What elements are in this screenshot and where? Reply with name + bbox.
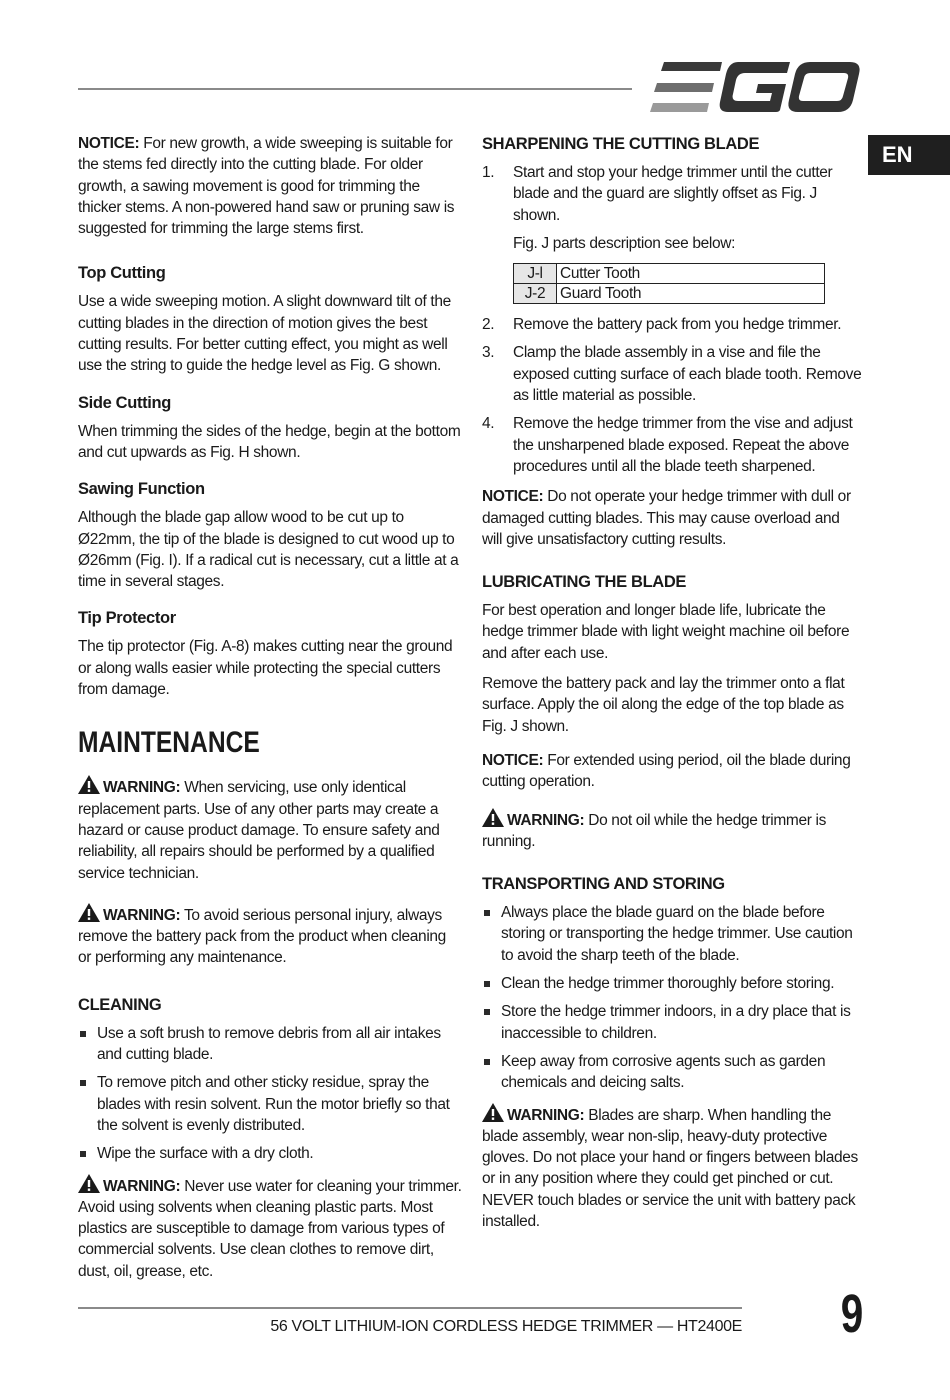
side-cutting-text: When trimming the sides of the hedge, begin at the bottom and cut upwards as Fig. H shown. [78, 422, 461, 461]
sawing-function-heading: Sawing Function [78, 480, 205, 499]
warning-icon [78, 775, 100, 794]
part-code: J-2 [514, 284, 557, 304]
list-item: Clean the hedge trimmer thoroughly before storing. [482, 973, 862, 994]
warning-icon [482, 1103, 504, 1122]
list-item: 2. Remove the battery pack from you hedge trimmer. [482, 316, 842, 334]
warning-icon [78, 903, 100, 922]
footer-rule [78, 1307, 742, 1309]
warning-do-not-oil: WARNING: Do not oil while the hedge trimmer is running. [482, 808, 862, 853]
sharpening-steps-continued [482, 314, 862, 477]
maintenance-heading: MAINTENANCE [78, 726, 260, 760]
language-tab: EN [868, 135, 950, 175]
page-number: 9 [840, 1284, 864, 1344]
top-cutting-text: Use a wide sweeping motion. A slight downward tilt of the cutting blades in the direction of motion gives the best cutting results. For better cutting effect, you might as well use the string to guide the hedge level as Fig. G shown. [78, 293, 451, 375]
left-column [78, 133, 462, 1291]
lubricating-text-2: Remove the battery pack and lay the trimmer onto a flat surface. Apply the oil along the edge of the top blade as Fig. J shown. [482, 675, 845, 735]
part-code: J-l [514, 264, 557, 284]
notice-new-growth: NOTICE: For new growth, a wide sweeping is suitable for the stems fed directly into the cutting blade. For older growth, a sawing movement is good for trimming the thicker stems. A non-powered hand saw or pruning saw is suggested for trimming the large stems first. [78, 135, 455, 238]
warning-replacement-parts: WARNING: When servicing, use only identical replacement parts. Use of any other parts may create a hazard or cause product damage. To ensure safety and reliability, all repairs should be performed by a qualified service technician. [78, 775, 462, 883]
list-item: Use a soft brush to remove debris from all air intakes and cutting blade. [78, 1023, 462, 1066]
table-row [514, 264, 825, 284]
right-column [482, 133, 862, 1241]
notice-dull-blades: NOTICE: Do not operate your hedge trimmer with dull or damaged cutting blades. This may cause overload and will give unsatisfactory cutting results. [482, 488, 851, 548]
warning-icon [78, 1174, 100, 1193]
list-item: Wipe the surface with a dry cloth. [78, 1143, 462, 1164]
warning-icon [482, 808, 504, 827]
sharpening-steps [482, 162, 862, 254]
transporting-list [482, 902, 862, 1093]
part-name: Cutter Tooth [557, 264, 825, 284]
list-item: Always place the blade guard on the blade before storing or transporting the hedge trimmer. Use caution to avoid the sharp teeth of the blade. [482, 902, 862, 966]
lubricating-text: For best operation and longer blade life, lubricate the hedge trimmer blade with light weight machine oil before and after each use. [482, 602, 850, 662]
list-item: Keep away from corrosive agents such as garden chemicals and deicing salts. [482, 1051, 862, 1094]
top-cutting-heading: Top Cutting [78, 264, 166, 283]
warning-remove-battery: WARNING: To avoid serious personal injury, always remove the battery pack from the product when cleaning or performing any maintenance. [78, 903, 462, 969]
sharpening-heading: SHARPENING THE CUTTING BLADE [482, 135, 760, 153]
footer-product-title: 56 VOLT LITHIUM-ION CORDLESS HEDGE TRIMMER — HT2400E [270, 1318, 742, 1335]
sawing-function-text: Although the blade gap allow wood to be cut up to Ø22mm, the tip of the blade is designed to cut wood up to Ø26mm (Fig. I). If a radical cut is necessary, cut a little at a time in several stages. [78, 509, 459, 591]
parts-intro: Fig. J parts description see below: [513, 234, 736, 252]
list-item: Store the hedge trimmer indoors, in a dry place that is inaccessible to children. [482, 1001, 862, 1044]
ego-logo [650, 62, 862, 114]
lubricating-heading: LUBRICATING THE BLADE [482, 573, 687, 592]
list-item: To remove pitch and other sticky residue, spray the blades with resin solvent. Run the motor briefly so that the solvent is evenly distributed. [78, 1072, 462, 1136]
header-rule [78, 88, 632, 90]
table-row [514, 284, 825, 304]
transporting-heading: TRANSPORTING AND STORING [482, 875, 725, 894]
side-cutting-heading: Side Cutting [78, 393, 171, 412]
list-item: 4. Remove the hedge trimmer from the vise and adjust the unsharpened blade exposed. Repeat the above procedures until all the blade teeth sharpened. [482, 415, 853, 475]
cleaning-list [78, 1023, 462, 1165]
list-item: 3. Clamp the blade assembly in a vise and file the exposed cutting surface of each blade tooth. Remove as little material as possible. [482, 344, 862, 405]
tip-protector-heading: Tip Protector [78, 609, 176, 628]
tip-protector-text: The tip protector (Fig. A-8) makes cutting near the ground or along walls easier while protecting the special cutters from damage. [78, 638, 453, 699]
parts-table [513, 263, 825, 304]
warning-no-water: WARNING: Never use water for cleaning your trimmer. Avoid using solvents when cleaning plastic parts. Most plastics are susceptible to damage from various types of commercial solvents. Use clean clothes to remove dirt, dust, oil, grease, etc. [78, 1174, 462, 1282]
list-item: 1. Start and stop your hedge trimmer until the cutter blade and the guard are slightly offset as Fig. J shown. Fig. J parts description see below: [482, 162, 862, 254]
notice-extended-use: NOTICE: For extended using period, oil the blade during cutting operation. [482, 751, 851, 791]
cleaning-heading: CLEANING [78, 995, 162, 1014]
part-name: Guard Tooth [557, 284, 825, 304]
warning-blades-sharp: WARNING: Blades are sharp. When handling the blade assembly, wear non-slip, heavy-duty protective gloves. Do not place your hand or fingers between blades or in any position where they could get pinched or cut. NEVER touch blades or service the unit with battery pack installed. [482, 1103, 862, 1233]
